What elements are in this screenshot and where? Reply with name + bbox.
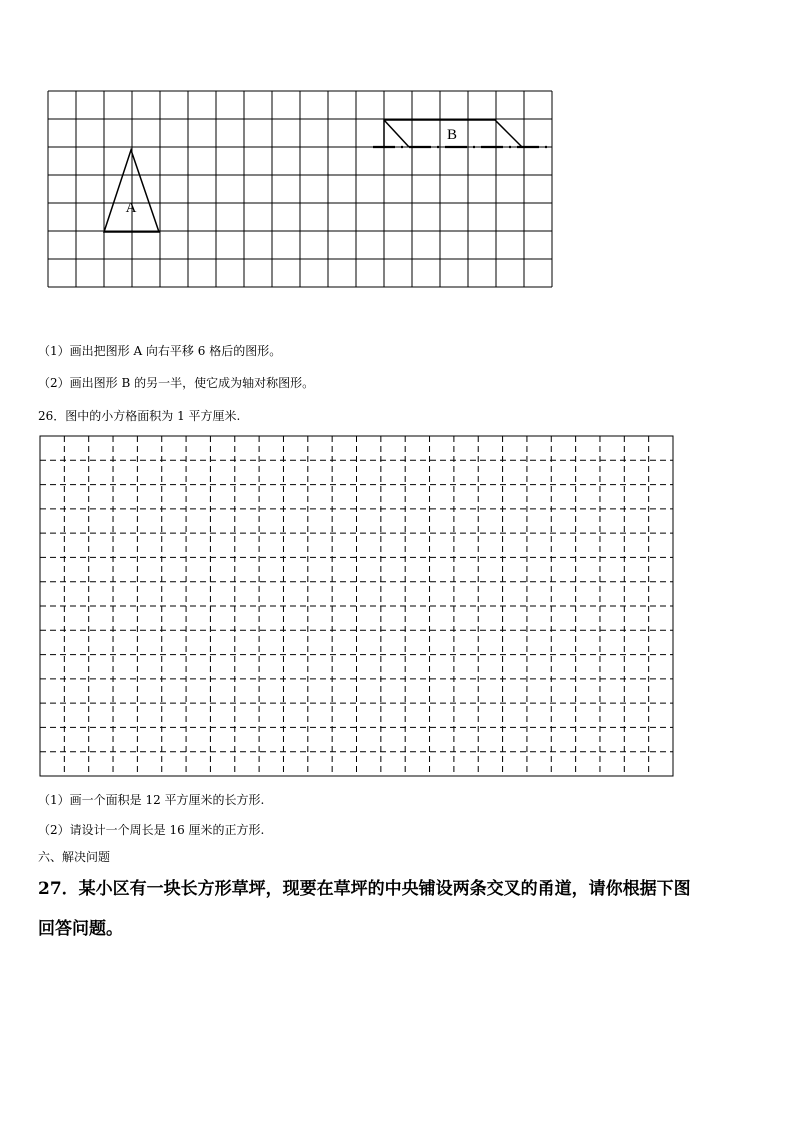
shape-b-slant-left — [384, 120, 409, 147]
q27-line-2: 回答问题。 — [38, 919, 123, 939]
dashed-grid-lines — [40, 436, 673, 776]
q25-item-2: （2）画出图形 B 的另一半，使它成为轴对称图形。 — [38, 376, 315, 390]
shape-b-label: B — [446, 127, 458, 143]
dashed-square-grid-figure — [0, 430, 794, 780]
q26-item-2: （2）请设计一个周长是 16 厘米的正方形. — [38, 823, 265, 837]
q26-item-1: （1）画一个面积是 12 平方厘米的长方形. — [38, 793, 265, 807]
q26-stem: 26．图中的小方格面积为 1 平方厘米. — [38, 409, 241, 423]
q25-item-1: （1）画出把图形 A 向右平移 6 格后的图形。 — [38, 344, 282, 358]
section-6-title: 六、解决问题 — [38, 850, 111, 864]
shape-a-label: A — [125, 200, 137, 216]
translation-grid-figure — [0, 0, 794, 300]
q27-line-1: 27．某小区有一块长方形草坪，现要在草坪的中央铺设两条交叉的甬道，请你根据下图 — [38, 879, 691, 899]
